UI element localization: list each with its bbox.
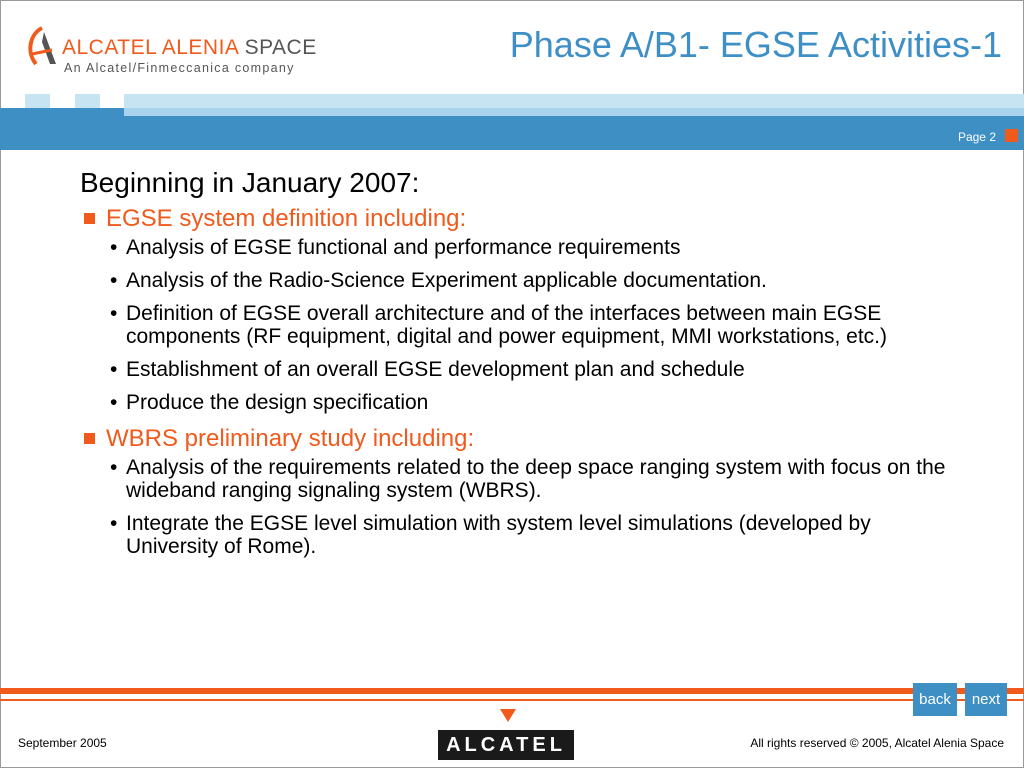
logo-tagline: An Alcatel/Finmeccanica company bbox=[64, 61, 295, 75]
list-item bbox=[80, 512, 896, 558]
list-item bbox=[80, 358, 986, 381]
list-item-text: Integrate the EGSE level simulation with system level simulations (developed by University of Rome). bbox=[126, 512, 871, 558]
logo-company-name bbox=[62, 36, 317, 60]
list-item bbox=[80, 269, 986, 292]
bullet-icon: • bbox=[110, 512, 118, 535]
logo-swirl-icon bbox=[22, 24, 62, 74]
list-item bbox=[80, 391, 986, 414]
section-egse-definition bbox=[80, 204, 1000, 234]
list-item-text: Analysis of the Radio-Science Experiment applicable documentation. bbox=[126, 269, 767, 292]
section-wbrs-study bbox=[80, 424, 1000, 454]
logo-name-part1: ALCATEL ALENIA bbox=[62, 36, 245, 59]
footer-copyright: All rights reserved © 2005, Alcatel Alenia Space bbox=[750, 736, 1004, 750]
bullet-icon: • bbox=[110, 358, 118, 381]
footer-date: September 2005 bbox=[18, 736, 107, 750]
footer-line-thin bbox=[0, 699, 1024, 701]
section-title: WBRS preliminary study including: bbox=[106, 425, 475, 452]
list-item-text: Establishment of an overall EGSE development plan and schedule bbox=[126, 358, 745, 381]
back-button[interactable]: back bbox=[913, 683, 957, 716]
header-band-light bbox=[124, 94, 1024, 108]
logo-name-part2: SPACE bbox=[244, 36, 317, 59]
footer-line bbox=[0, 688, 1024, 694]
list-item-text: Definition of EGSE overall architecture and of the interfaces between main EGSE components (RF equipment, digital and power equipment, MMI workstations, etc.) bbox=[126, 302, 888, 348]
section-title: EGSE system definition including: bbox=[106, 205, 467, 232]
slide-content bbox=[80, 166, 1000, 568]
list-item-text: Produce the design specification bbox=[126, 391, 429, 414]
square-bullet-icon bbox=[84, 213, 95, 224]
company-logo bbox=[22, 24, 322, 80]
bullet-icon: • bbox=[110, 302, 118, 325]
header-band-highlight bbox=[124, 108, 1024, 116]
list-item-text: Analysis of EGSE functional and performance requirements bbox=[126, 236, 681, 259]
bullet-icon: • bbox=[110, 391, 118, 414]
bullet-icon: • bbox=[110, 236, 118, 259]
content-heading: Beginning in January 2007: bbox=[80, 167, 420, 198]
square-bullet-icon bbox=[84, 433, 95, 444]
bullet-icon: • bbox=[110, 269, 118, 292]
next-button[interactable]: next bbox=[965, 683, 1007, 716]
slide-title: Phase A/B1- EGSE Activities-1 bbox=[509, 24, 1002, 65]
list-item bbox=[80, 302, 986, 348]
list-item bbox=[80, 456, 986, 502]
bullet-icon: • bbox=[110, 456, 118, 479]
page-number: Page 2 bbox=[957, 130, 996, 144]
list-item-text: Analysis of the requirements related to the deep space ranging system with focus on the wideband ranging signaling system (WBRS). bbox=[126, 456, 946, 502]
alcatel-logo: ALCATEL bbox=[438, 730, 574, 760]
down-arrow-icon bbox=[500, 709, 516, 722]
page-marker-icon bbox=[1005, 129, 1018, 142]
list-item bbox=[80, 236, 986, 259]
